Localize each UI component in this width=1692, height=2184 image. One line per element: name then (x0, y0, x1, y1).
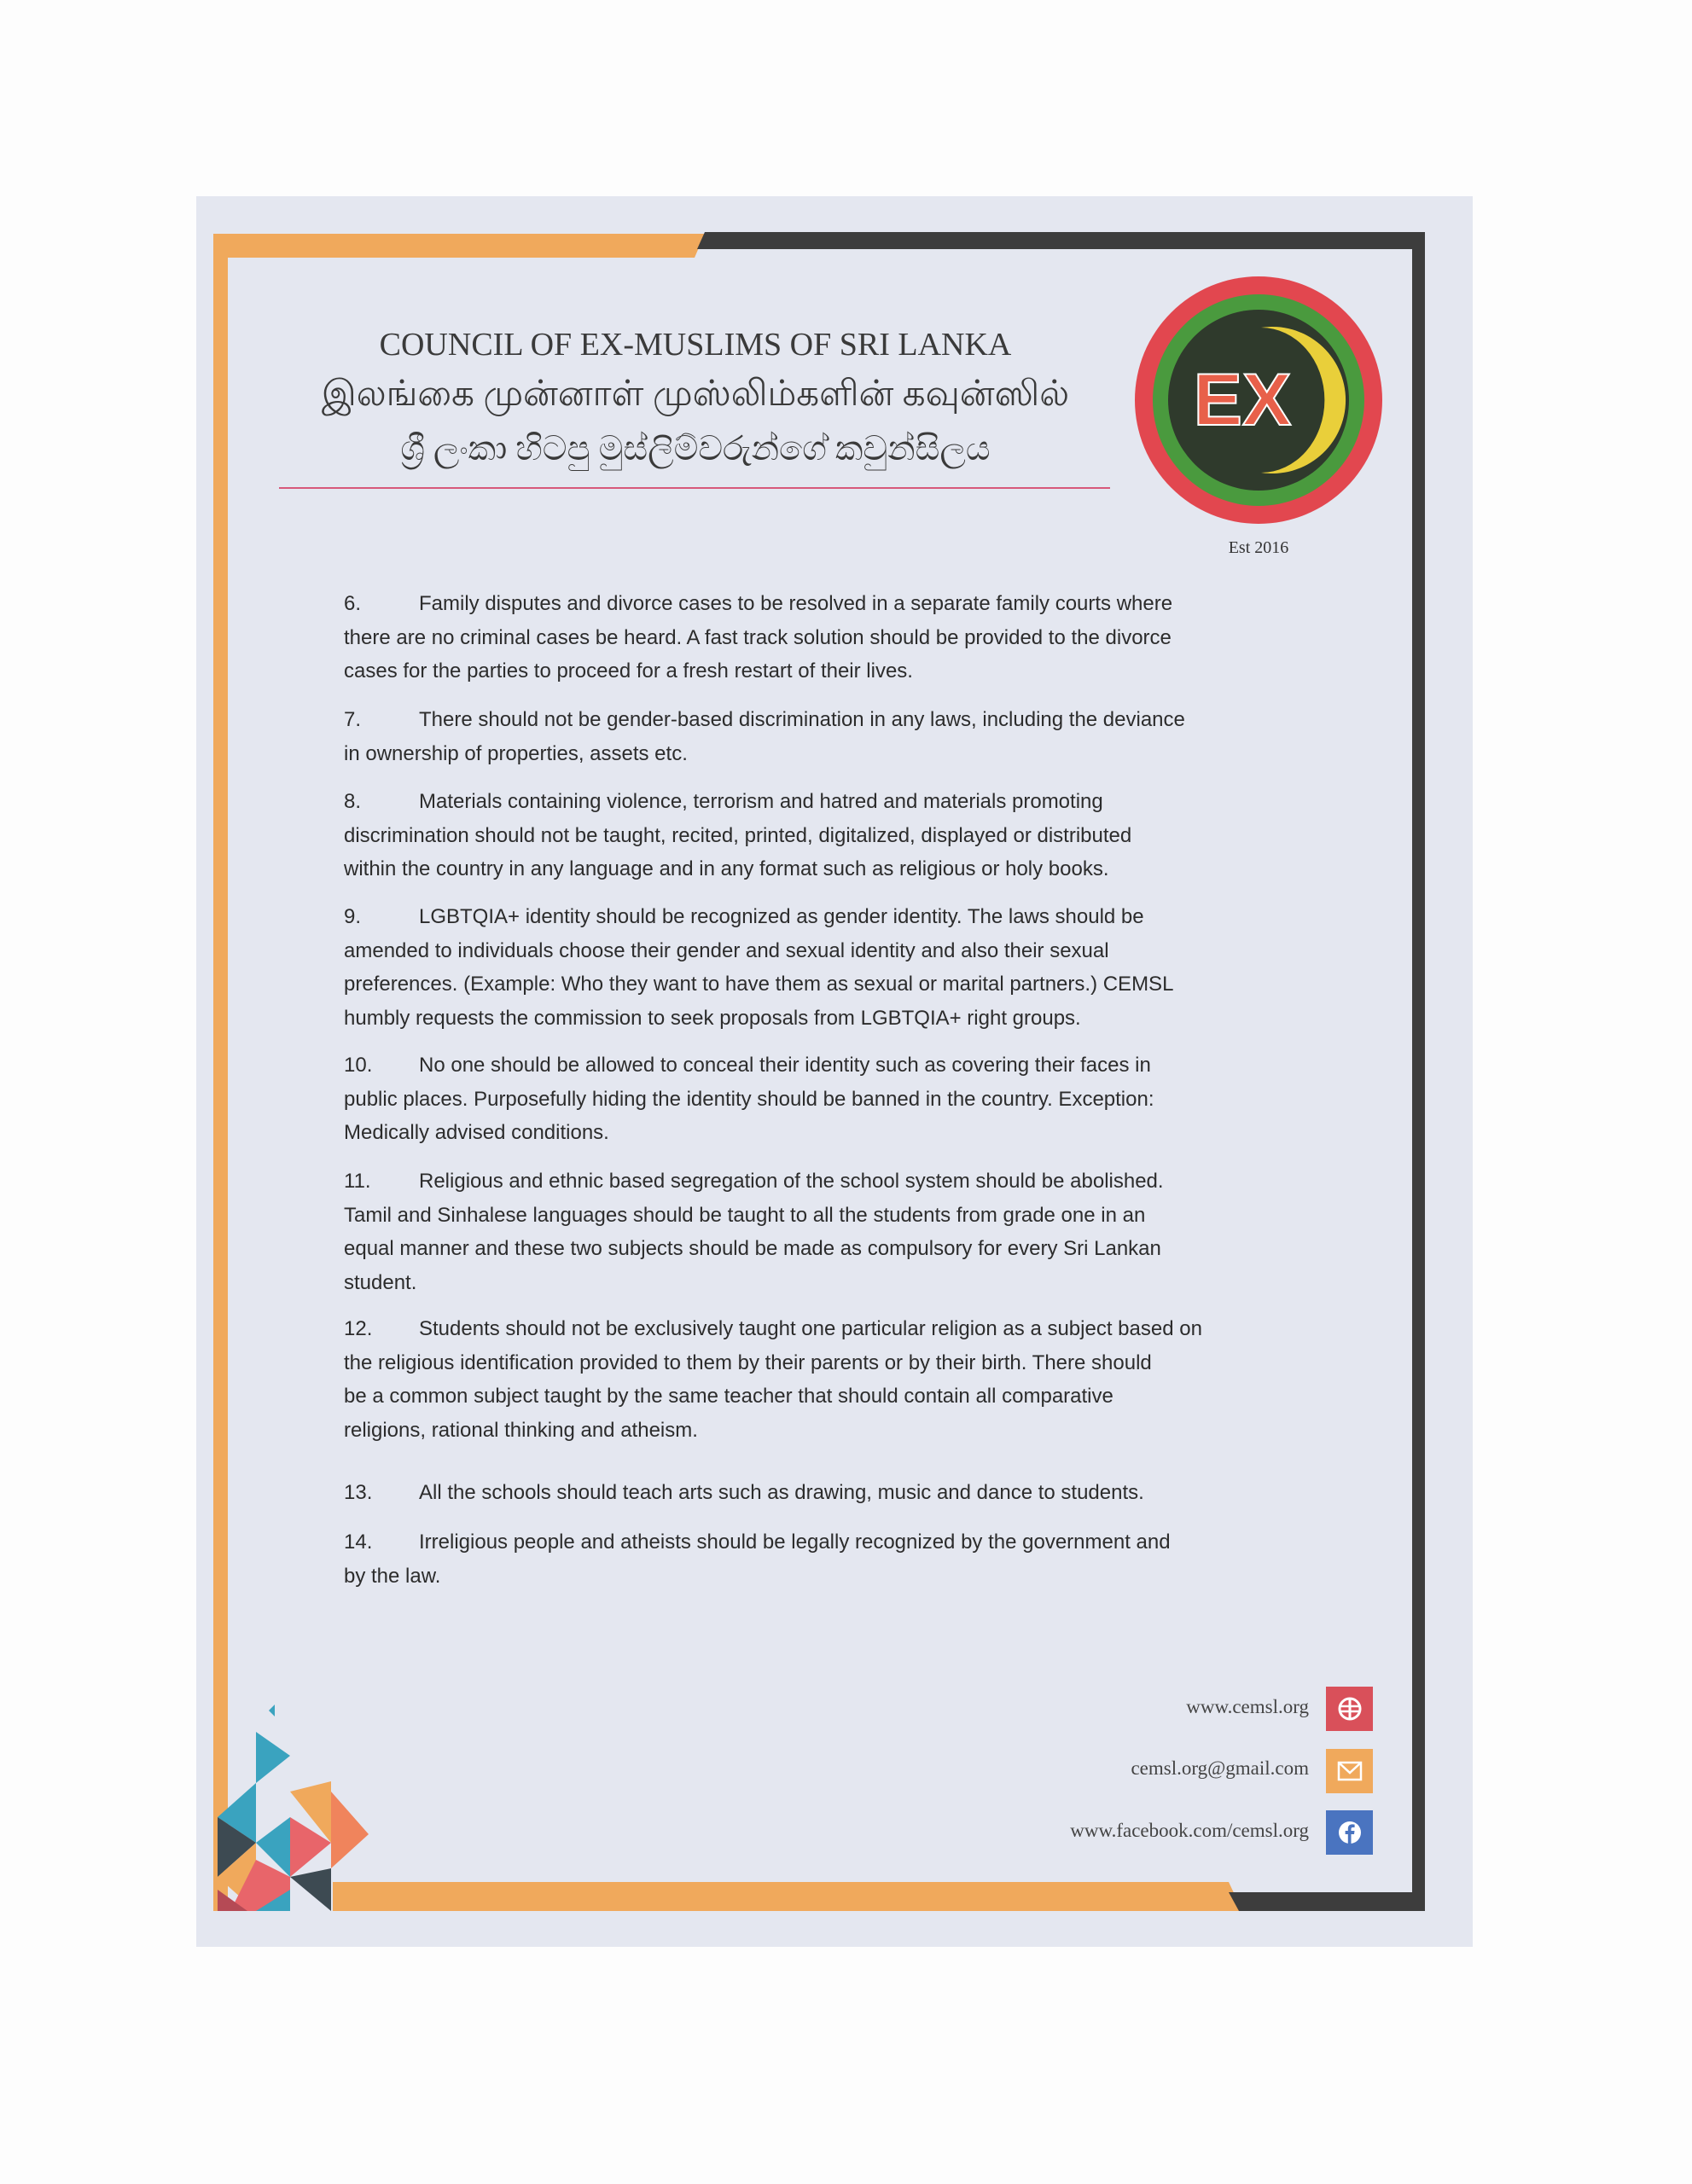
org-title-tamil: இலங்கை முன்னாள் முஸ்லிம்களின் கவுன்ஸில் (321, 375, 1070, 414)
item-text: Medically advised conditions. (344, 1121, 609, 1144)
item-line (344, 654, 1325, 688)
recommendation-item (344, 703, 1325, 770)
item-line (344, 621, 1325, 655)
item-number: 12. (344, 1317, 373, 1340)
item-text: public places. Purposefully hiding the identity should be banned in the country. Exception: (344, 1087, 1154, 1111)
recommendation-item (344, 785, 1325, 886)
item-text: by the law. (344, 1564, 441, 1588)
item-number: 9. (344, 905, 362, 928)
item-line (344, 1346, 1325, 1380)
item-text: Irreligious people and atheists should be legally recognized by the government and (419, 1531, 1171, 1554)
item-line (344, 1199, 1325, 1233)
recommendation-item (344, 900, 1325, 1035)
frame-top-orange (213, 234, 705, 258)
item-line (344, 1116, 1325, 1150)
item-text: Tamil and Sinhalese languages should be taught to all the students from grade one in an (344, 1203, 1146, 1227)
item-text: there are no criminal cases be heard. A fast track solution should be provided to the divorce (344, 625, 1172, 649)
item-number: 7. (344, 708, 362, 731)
item-line (344, 1525, 1325, 1560)
item-text: be a common subject taught by the same teacher that should contain all comparative (344, 1385, 1113, 1408)
frame-bottom-orange (333, 1882, 1242, 1911)
decorative-triangles (218, 1705, 369, 1911)
item-text: Materials containing violence, terrorism and hatred and materials promoting (419, 790, 1103, 813)
facebook-icon[interactable] (1326, 1810, 1373, 1855)
item-line (344, 967, 1325, 1002)
item-line (344, 785, 1325, 819)
item-text: All the schools should teach arts such as drawing, music and dance to students. (419, 1481, 1144, 1504)
item-line (344, 1312, 1325, 1346)
item-line (344, 1232, 1325, 1266)
item-text: discrimination should not be taught, recited, printed, digitalized, displayed or distributed (344, 823, 1132, 847)
item-line (344, 1002, 1325, 1036)
item-text: the religious identification provided to them by their parents or by their birth. There should (344, 1350, 1152, 1374)
item-line (344, 1048, 1325, 1083)
recommendation-item (344, 1048, 1325, 1150)
item-line (344, 934, 1325, 968)
org-title-english: COUNCIL OF EX-MUSLIMS OF SRI LANKA (379, 327, 1012, 363)
item-line (344, 1083, 1325, 1117)
established-year: Est 2016 (1228, 538, 1289, 557)
frame-bottom-dark (1229, 1892, 1425, 1911)
item-line (344, 703, 1325, 737)
item-line (344, 1414, 1325, 1448)
item-text: humbly requests the commission to seek proposals from LGBTQIA+ right groups. (344, 1006, 1081, 1030)
website-link[interactable]: www.cemsl.org (1186, 1696, 1309, 1717)
item-number: 8. (344, 790, 362, 813)
item-text: Family disputes and divorce cases to be resolved in a separate family courts where (419, 592, 1173, 615)
item-text: equal manner and these two subjects should be made as compulsory for every Sri Lankan (344, 1237, 1161, 1260)
facebook-link[interactable]: www.facebook.com/cemsl.org (1070, 1820, 1309, 1841)
recommendation-item (344, 1476, 1325, 1510)
item-line (344, 1560, 1325, 1594)
item-line (344, 1476, 1325, 1510)
item-text: There should not be gender-based discrimination in any laws, including the deviance (419, 708, 1185, 731)
item-text: preferences. (Example: Who they want to have them as sexual or marital partners.) CEMSL (344, 973, 1174, 996)
item-text: cases for the parties to proceed for a fresh restart of their lives. (344, 659, 913, 682)
item-text: within the country in any language and in any format such as religious or holy books. (344, 857, 1109, 880)
mail-icon[interactable] (1326, 1749, 1373, 1793)
item-text: student. (344, 1270, 417, 1294)
item-text: amended to individuals choose their gender and sexual identity and also their sexual (344, 938, 1109, 962)
item-line (344, 1266, 1325, 1300)
frame-left-orange (213, 234, 228, 1911)
item-line (344, 819, 1325, 853)
org-title-sinhala: ශ්‍රී ලංකා හිටපු මුස්ලිම්වරුන්ගේ කවුන්සිලය (400, 429, 991, 468)
item-text: LGBTQIA+ identity should be recognized as gender identity. The laws should be (419, 905, 1144, 928)
item-line (344, 900, 1325, 934)
recommendation-item (344, 587, 1325, 688)
item-text: religions, rational thinking and atheism. (344, 1418, 698, 1442)
logo-text: EX (1193, 359, 1292, 441)
frame-right-dark (1412, 232, 1425, 1911)
item-line (344, 587, 1325, 621)
item-number: 6. (344, 592, 362, 615)
item-text: in ownership of properties, assets etc. (344, 741, 688, 765)
item-number: 10. (344, 1054, 373, 1077)
item-line (344, 1380, 1325, 1414)
item-line (344, 1165, 1325, 1199)
cemsl-logo (1133, 275, 1384, 526)
recommendation-item (344, 1165, 1325, 1299)
item-line (344, 737, 1325, 771)
globe-icon[interactable] (1326, 1687, 1373, 1731)
item-text: Students should not be exclusively taught one particular religion as a subject based on (419, 1317, 1202, 1340)
item-text: Religious and ethnic based segregation of the school system should be abolished. (419, 1170, 1164, 1193)
item-line (344, 852, 1325, 886)
frame-top-dark (697, 232, 1425, 249)
email-link[interactable]: cemsl.org@gmail.com (1131, 1757, 1309, 1779)
item-number: 13. (344, 1481, 373, 1504)
item-number: 14. (344, 1531, 373, 1554)
item-text: No one should be allowed to conceal their identity such as covering their faces in (419, 1054, 1151, 1077)
recommendation-item (344, 1312, 1325, 1447)
item-number: 11. (344, 1170, 371, 1193)
recommendation-item (344, 1525, 1325, 1593)
header-divider (279, 487, 1110, 489)
